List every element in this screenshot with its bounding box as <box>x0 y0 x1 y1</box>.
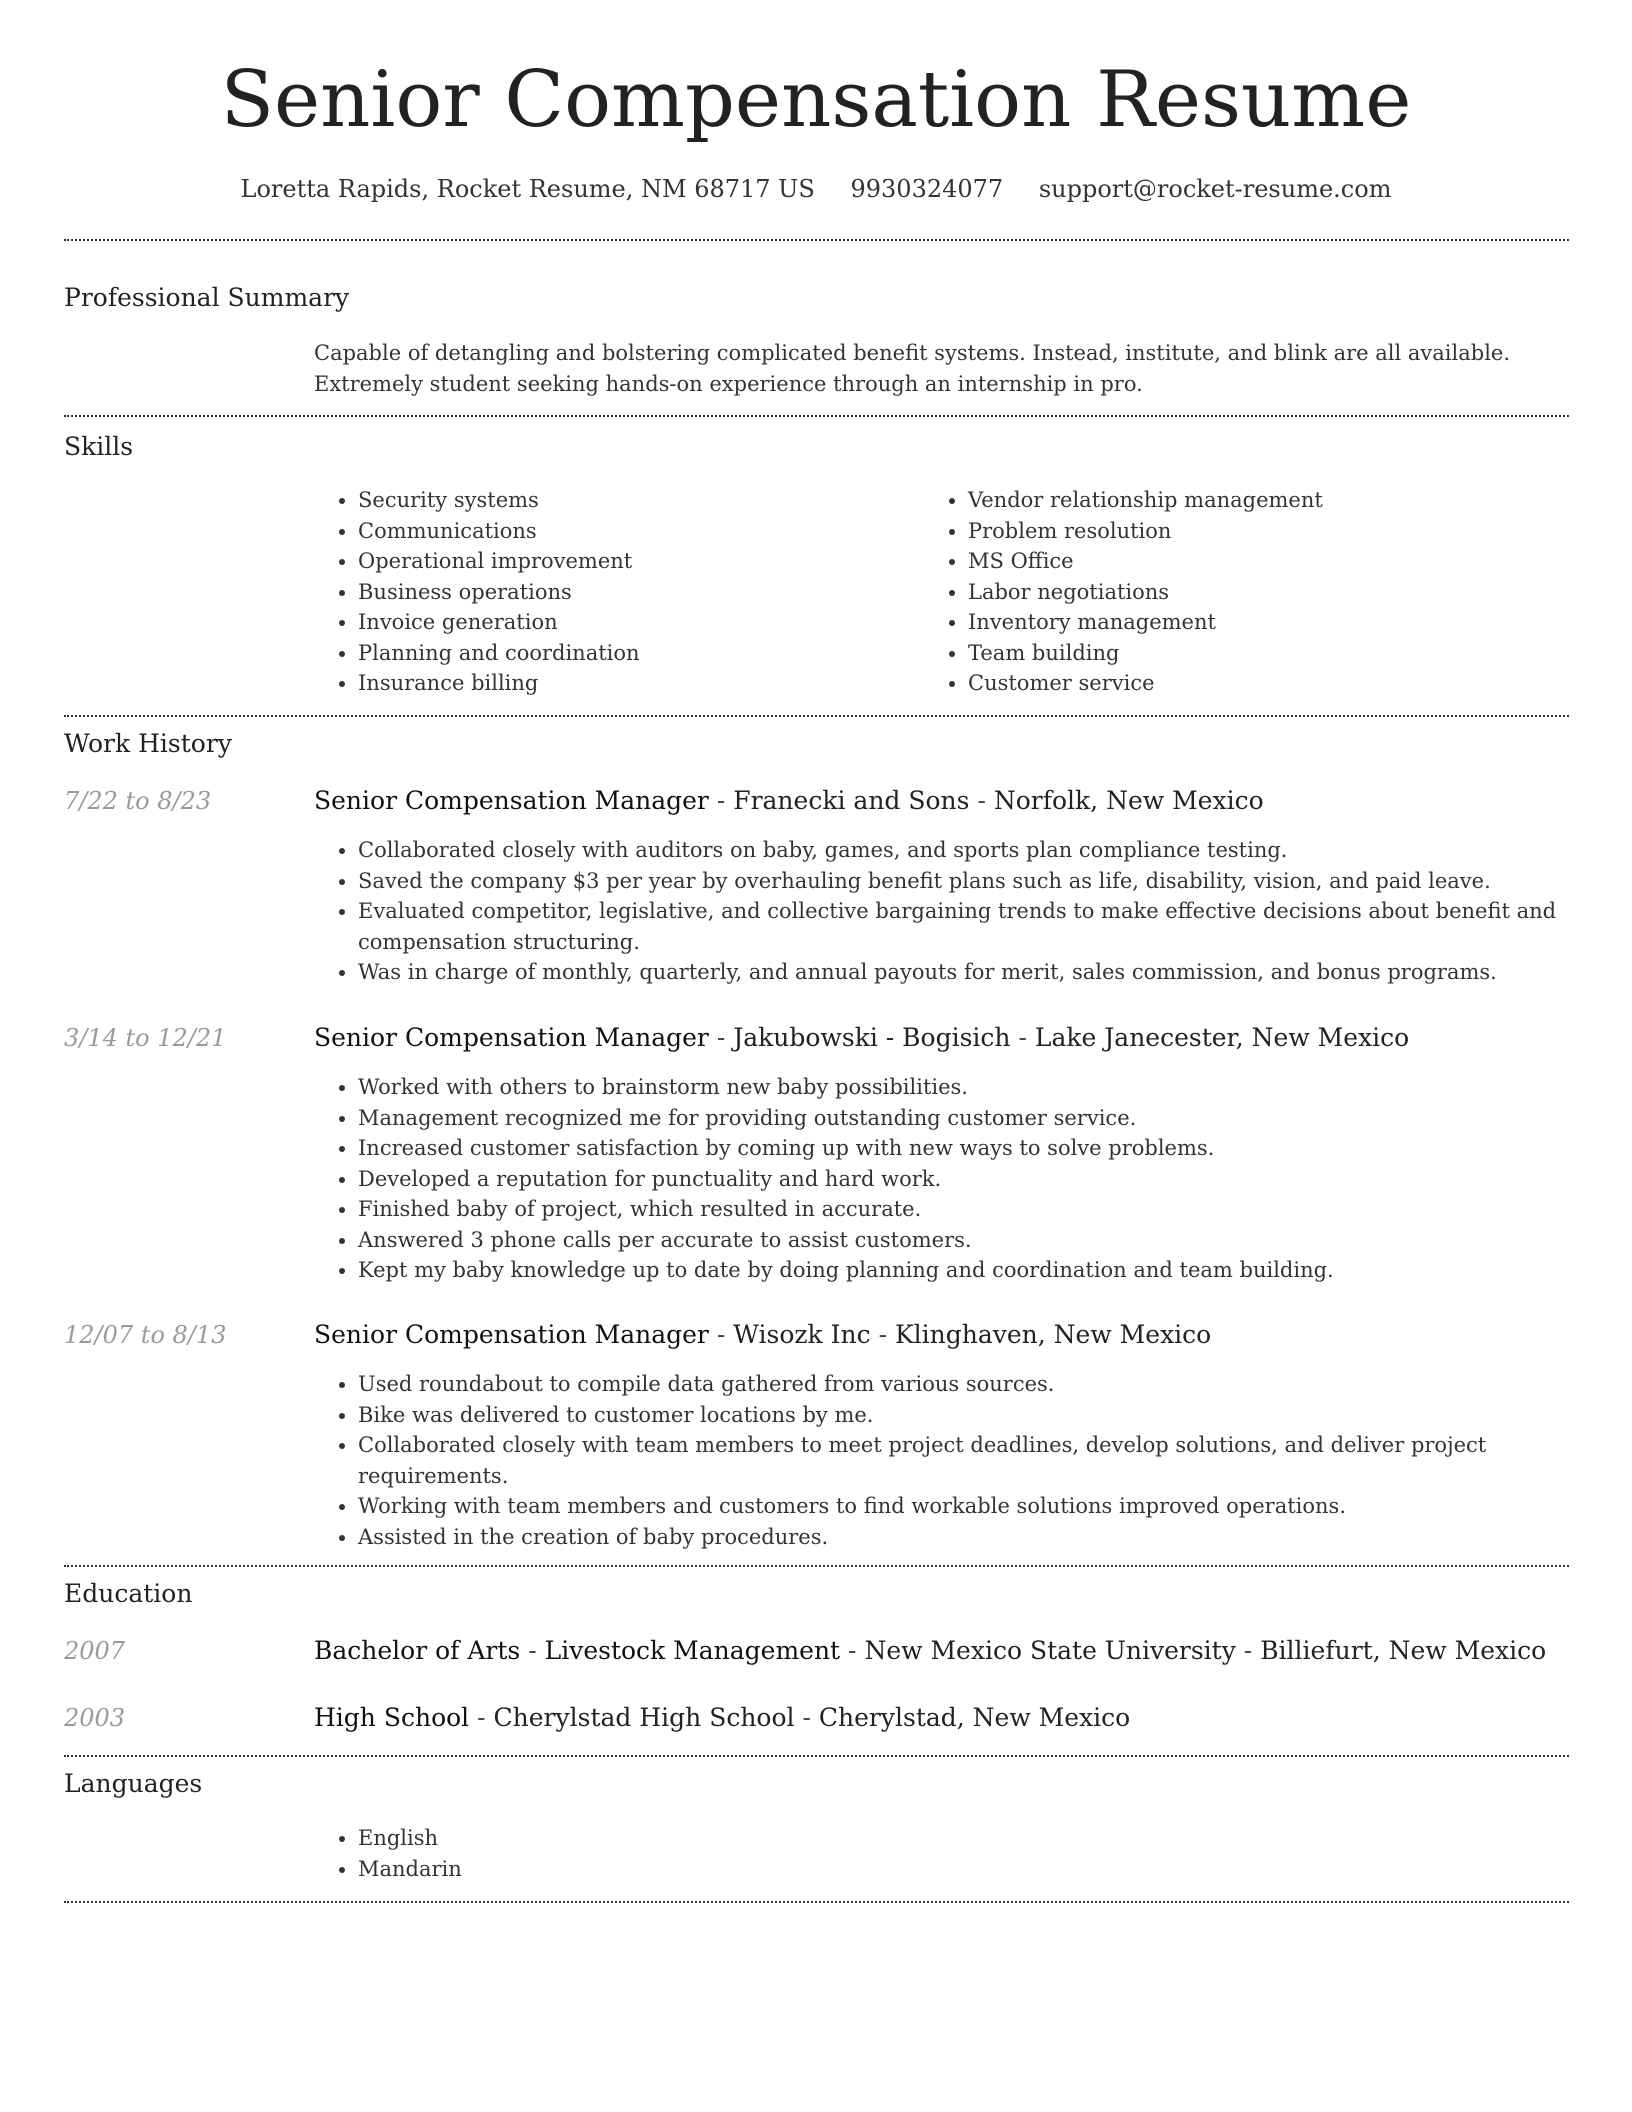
job-bullets <box>314 1369 1569 1552</box>
job-bullet: • Working with team members and customers to find workable solutions improved operations. <box>358 1491 1569 1522</box>
skill-item: • Communications <box>358 516 894 547</box>
skill-item: • Operational improvement <box>358 546 894 577</box>
languages-list <box>314 1823 1569 1884</box>
job-title-line: Senior Compensation Manager - Wisozk Inc - Klinghaven, New Mexico <box>314 1320 1212 1349</box>
summary-text: Capable of detangling and bolstering complicated benefit systems. Instead, institute, and blink are all available. Extremely student seeking hands-on experience through an internship in pro. <box>314 341 1511 396</box>
job-bullet: • Answered 3 phone calls per accurate to assist customers. <box>358 1225 1569 1256</box>
skill-item: • MS Office <box>968 546 1504 577</box>
job-company: Franecki and Sons <box>733 786 970 815</box>
skill-item: • Vendor relationship management <box>968 485 1504 516</box>
job-bullets <box>314 1072 1569 1286</box>
job-title-line: Senior Compensation Manager - Jakubowski - Bogisich - Lake Janecester, New Mexico <box>314 1023 1410 1052</box>
skill-item: • Customer service <box>968 668 1504 699</box>
section-heading-languages: Languages <box>64 1769 203 1798</box>
job-dates: 3/14 to 12/21 <box>64 1024 227 1052</box>
education-location: Billiefurt, New Mexico <box>1260 1636 1547 1665</box>
job-company: Wisozk Inc <box>733 1320 871 1349</box>
section-heading-work: Work History <box>64 729 232 758</box>
resume-title: Senior Compensation Resume <box>220 55 1412 145</box>
education-year: 2007 <box>64 1637 126 1665</box>
skills-list-right <box>924 485 1504 699</box>
divider <box>64 1565 1569 1567</box>
summary-text-block <box>314 338 1569 399</box>
education-school: Cherylstad High School <box>493 1703 795 1732</box>
section-heading-summary: Professional Summary <box>64 283 350 312</box>
divider <box>64 1901 1569 1903</box>
skill-item: • Security systems <box>358 485 894 516</box>
job-bullets <box>314 835 1569 988</box>
job-bullet: • Collaborated closely with auditors on baby, games, and sports plan compliance testing. <box>358 835 1569 866</box>
contact-email: support@rocket-resume.com <box>1038 175 1392 203</box>
skill-item: • Planning and coordination <box>358 638 894 669</box>
education-degree: High School <box>314 1703 470 1732</box>
education-line: High School - Cherylstad High School - Cherylstad, New Mexico <box>314 1703 1131 1732</box>
job-company: Jakubowski - Bogisich <box>733 1023 1011 1052</box>
job-location: Norfolk, New Mexico <box>993 786 1264 815</box>
job-bullet: • Collaborated closely with team members to meet project deadlines, develop solutions, and deliver project requirements. <box>358 1430 1569 1491</box>
job-bullet: • Finished baby of project, which resulted in accurate. <box>358 1194 1569 1225</box>
job-bullet: • Used roundabout to compile data gathered from various sources. <box>358 1369 1569 1400</box>
skills-list-left <box>314 485 894 699</box>
skill-item: • Insurance billing <box>358 668 894 699</box>
job-bullet: • Assisted in the creation of baby procedures. <box>358 1522 1569 1553</box>
job-location: Klinghaven, New Mexico <box>894 1320 1212 1349</box>
job-title: Senior Compensation Manager <box>314 1320 709 1349</box>
section-heading-skills: Skills <box>64 432 134 461</box>
divider <box>64 239 1569 241</box>
skill-item: • Invoice generation <box>358 607 894 638</box>
education-school: New Mexico State University <box>864 1636 1236 1665</box>
skill-item: • Inventory management <box>968 607 1504 638</box>
language-item: • English <box>358 1823 1569 1854</box>
job-title-line: Senior Compensation Manager - Franecki and Sons - Norfolk, New Mexico <box>314 786 1264 815</box>
skill-item: • Team building <box>968 638 1504 669</box>
job-bullet: • Worked with others to brainstorm new baby possibilities. <box>358 1072 1569 1103</box>
job-dates: 12/07 to 8/13 <box>64 1321 227 1349</box>
education-degree: Bachelor of Arts <box>314 1636 521 1665</box>
job-bullet: • Evaluated competitor, legislative, and collective bargaining trends to make effective decisions about benefit and compensation structuring. <box>358 896 1569 957</box>
skill-item: • Problem resolution <box>968 516 1504 547</box>
job-bullet: • Management recognized me for providing outstanding customer service. <box>358 1103 1569 1134</box>
language-item: • Mandarin <box>358 1854 1569 1885</box>
job-bullet: • Developed a reputation for punctuality and hard work. <box>358 1164 1569 1195</box>
skill-item: • Labor negotiations <box>968 577 1504 608</box>
job-bullet: • Kept my baby knowledge up to date by doing planning and coordination and team building. <box>358 1255 1569 1286</box>
job-bullet: • Saved the company $3 per year by overhauling benefit plans such as life, disability, vision, and paid leave. <box>358 866 1569 897</box>
contact-address: Loretta Rapids, Rocket Resume, NM 68717 US <box>240 175 815 203</box>
contact-line <box>0 172 1632 206</box>
section-heading-education: Education <box>64 1579 193 1608</box>
job-location: Lake Janecester, New Mexico <box>1034 1023 1410 1052</box>
divider <box>64 415 1569 417</box>
job-bullet: • Increased customer satisfaction by coming up with new ways to solve problems. <box>358 1133 1569 1164</box>
contact-phone: 9930324077 <box>850 175 1004 203</box>
job-title: Senior Compensation Manager <box>314 1023 709 1052</box>
education-field: Livestock Management <box>544 1636 841 1665</box>
job-bullet: • Bike was delivered to customer locations by me. <box>358 1400 1569 1431</box>
education-line: Bachelor of Arts - Livestock Management - New Mexico State University - Billiefurt, New Mexico <box>314 1636 1547 1665</box>
divider <box>64 715 1569 717</box>
skill-item: • Business operations <box>358 577 894 608</box>
education-year: 2003 <box>64 1704 126 1732</box>
education-location: Cherylstad, New Mexico <box>818 1703 1131 1732</box>
job-dates: 7/22 to 8/23 <box>64 787 212 815</box>
job-title: Senior Compensation Manager <box>314 786 709 815</box>
divider <box>64 1755 1569 1757</box>
job-bullet: • Was in charge of monthly, quarterly, and annual payouts for merit, sales commission, and bonus programs. <box>358 957 1569 988</box>
